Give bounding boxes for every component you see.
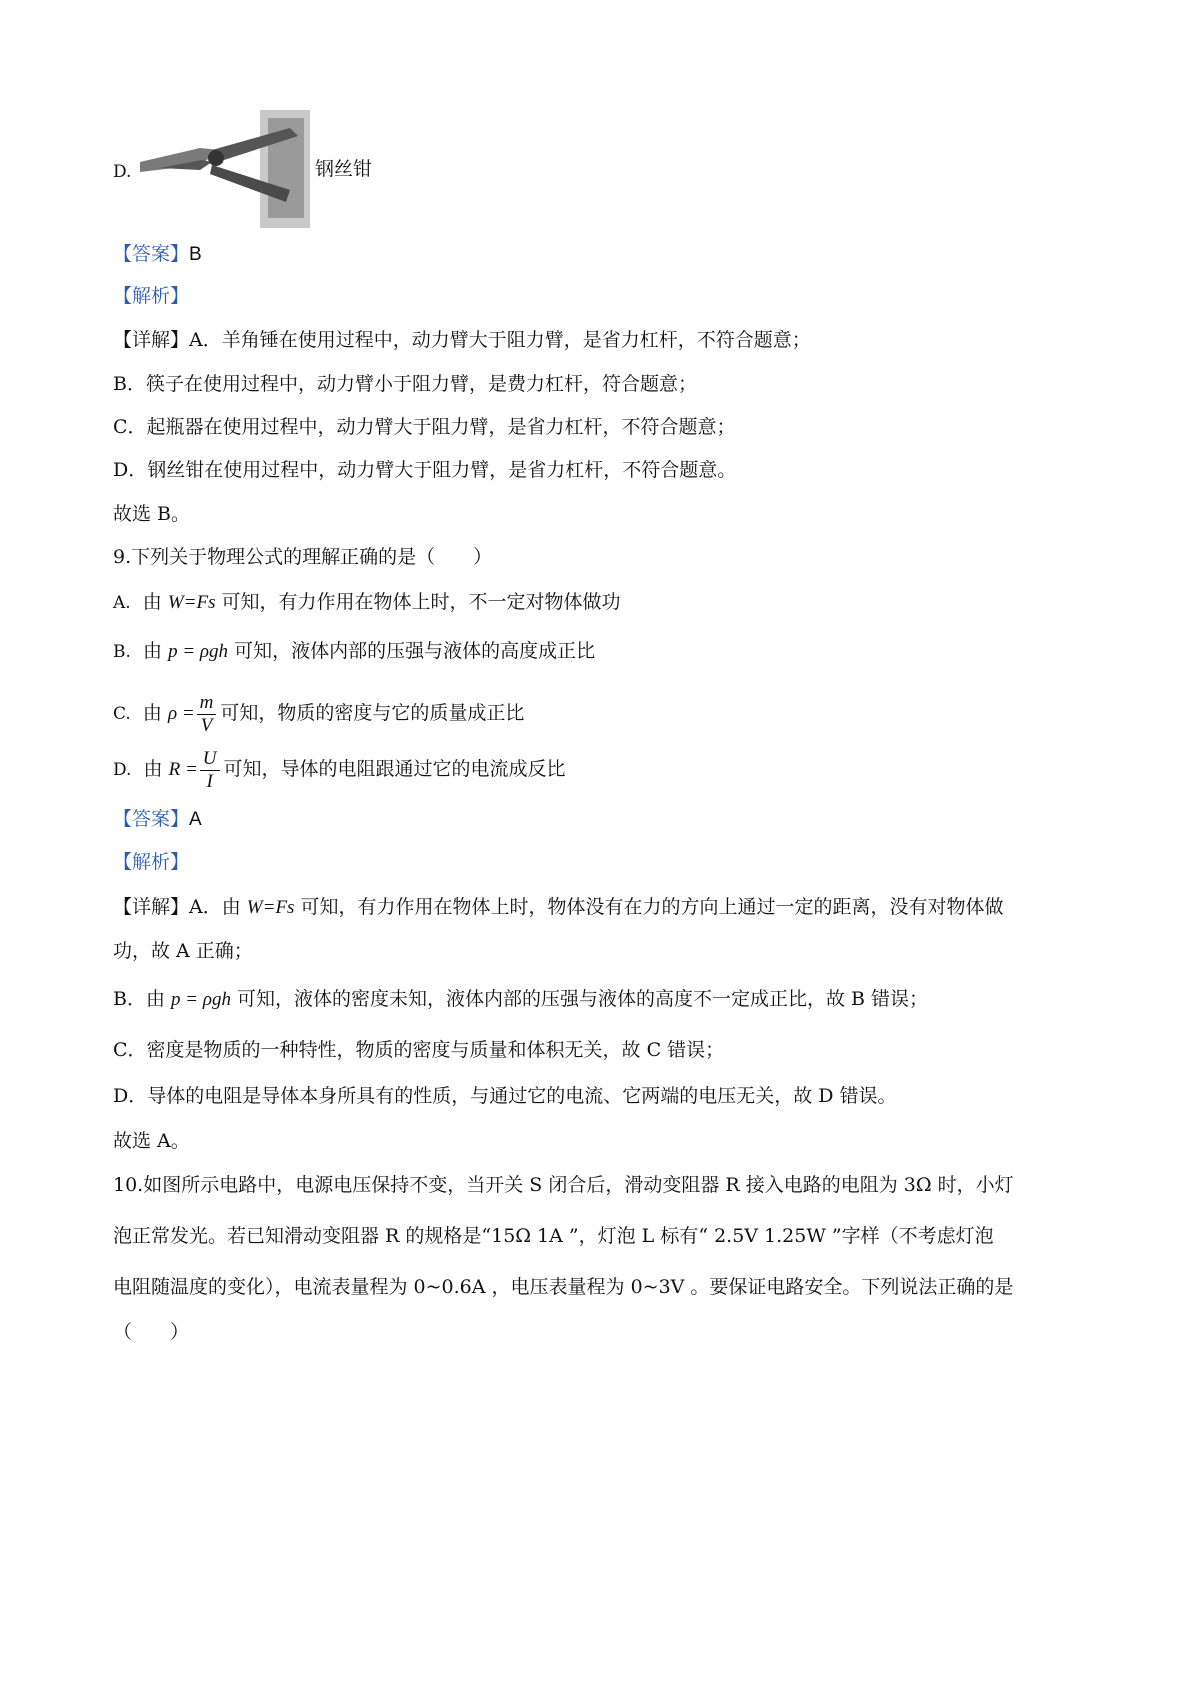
- q9-detail-c: C．密度是物质的一种特性，物质的密度与质量和体积无关，故 C 错误；: [113, 1039, 725, 1061]
- q9-option-d: [113, 744, 566, 795]
- numerator: m: [197, 692, 217, 715]
- option-pre: 由: [142, 702, 162, 724]
- denominator: I: [206, 770, 213, 792]
- detail-tag: 【详解】: [113, 329, 190, 351]
- fraction: [200, 748, 220, 793]
- option-text: 可知，物质的密度与它的质量成正比: [220, 702, 525, 724]
- q8-analysis: [113, 282, 189, 310]
- q10-line-4: （ ）: [113, 1321, 190, 1343]
- option-label: B.: [113, 642, 131, 662]
- answer-tag: 【答案】: [113, 243, 190, 265]
- option-text: 可知，液体内部的压强与液体的高度成正比: [234, 640, 596, 662]
- q10-line-2: 泡正常发光。若已知滑动变阻器 R 的规格是“15Ω 1A ”，灯泡 L 标有“ 2.5V 1.25W ”字样（不考虑灯泡: [113, 1225, 994, 1247]
- q9-detail-b: [113, 985, 928, 1014]
- formula: W=Fs: [167, 592, 216, 613]
- detail-tag: 【详解】: [113, 896, 190, 918]
- answer-value: A: [189, 809, 202, 830]
- q10-line-1: 10.如图所示电路中，电源电压保持不变，当开关 S 闭合后，滑动变阻器 R 接入电路的电阻为 3Ω 时，小灯: [113, 1174, 1014, 1196]
- detail-line: A．羊角锤在使用过程中，动力臂大于阻力臂，是省力杠杆，不符合题意；: [189, 329, 811, 351]
- formula: W=Fs: [246, 897, 295, 918]
- answer-value: B: [189, 244, 202, 265]
- q9-option-b: [113, 637, 595, 666]
- q8-conclusion: 故选 B。: [113, 503, 191, 525]
- numerator: U: [200, 748, 220, 771]
- formula: p = ρgh: [171, 989, 231, 1010]
- option-label: D.: [113, 760, 132, 780]
- option-label: A.: [113, 593, 131, 613]
- q8-detail-a: [113, 326, 811, 354]
- option-text: 可知，有力作用在物体上时，不一定对物体做功: [221, 591, 621, 613]
- option-label: C.: [113, 704, 131, 724]
- q9-detail-a: [113, 893, 1004, 922]
- q9-stem: 9.下列关于物理公式的理解正确的是（ ）: [113, 546, 493, 568]
- q9-option-a: [113, 588, 621, 617]
- q9-conclusion: 故选 A。: [113, 1130, 190, 1152]
- denominator: V: [200, 714, 213, 736]
- q8-detail-c: C．起瓶器在使用过程中，动力臂大于阻力臂，是省力杠杆，不符合题意；: [113, 416, 736, 438]
- analysis-tag: 【解析】: [113, 851, 190, 873]
- q9-detail-a-cont: 功，故 A 正确；: [113, 940, 253, 962]
- option-pre: 由: [143, 758, 163, 780]
- option-d-label: D.: [113, 162, 132, 182]
- formula-lhs: ρ =: [167, 703, 195, 724]
- q9-option-c: [113, 688, 524, 739]
- formula: p = ρgh: [168, 641, 229, 662]
- q8-answer: [113, 240, 202, 269]
- option-text: 可知，导体的电阻跟通过它的电流成反比: [223, 758, 566, 780]
- analysis-tag: 【解析】: [113, 285, 190, 307]
- detail-text: 可知，有力作用在物体上时，物体没有在力的方向上通过一定的距离，没有对物体做: [300, 896, 1004, 918]
- q8-detail-b: B．筷子在使用过程中，动力臂小于阻力臂，是费力杠杆，符合题意；: [113, 373, 697, 395]
- q9-analysis: [113, 848, 189, 876]
- fraction: [197, 692, 217, 737]
- detail-pre: A．由: [189, 896, 241, 918]
- pliers-image: [140, 110, 310, 228]
- option-pre: 由: [143, 640, 163, 662]
- q8-detail-d: D．钢丝钳在使用过程中，动力臂大于阻力臂，是省力杠杆，不符合题意。: [113, 459, 737, 481]
- detail-text: 可知，液体的密度未知，液体内部的压强与液体的高度不一定成正比，故 B 错误；: [237, 988, 929, 1010]
- option-d-caption: 钢丝钳: [315, 158, 373, 180]
- formula-lhs: R =: [168, 759, 198, 780]
- answer-tag: 【答案】: [113, 808, 190, 830]
- detail-pre: B．由: [113, 988, 165, 1010]
- q10-line-3: 电阻随温度的变化），电流表量程为 0~0.6A ，电压表量程为 0~3V 。要保证电路安全。下列说法正确的是: [113, 1276, 1014, 1298]
- q9-detail-d: D．导体的电阻是导体本身所具有的性质，与通过它的电流、它两端的电压无关，故 D 错误。: [113, 1085, 897, 1107]
- q9-answer: [113, 805, 202, 834]
- option-pre: 由: [142, 591, 162, 613]
